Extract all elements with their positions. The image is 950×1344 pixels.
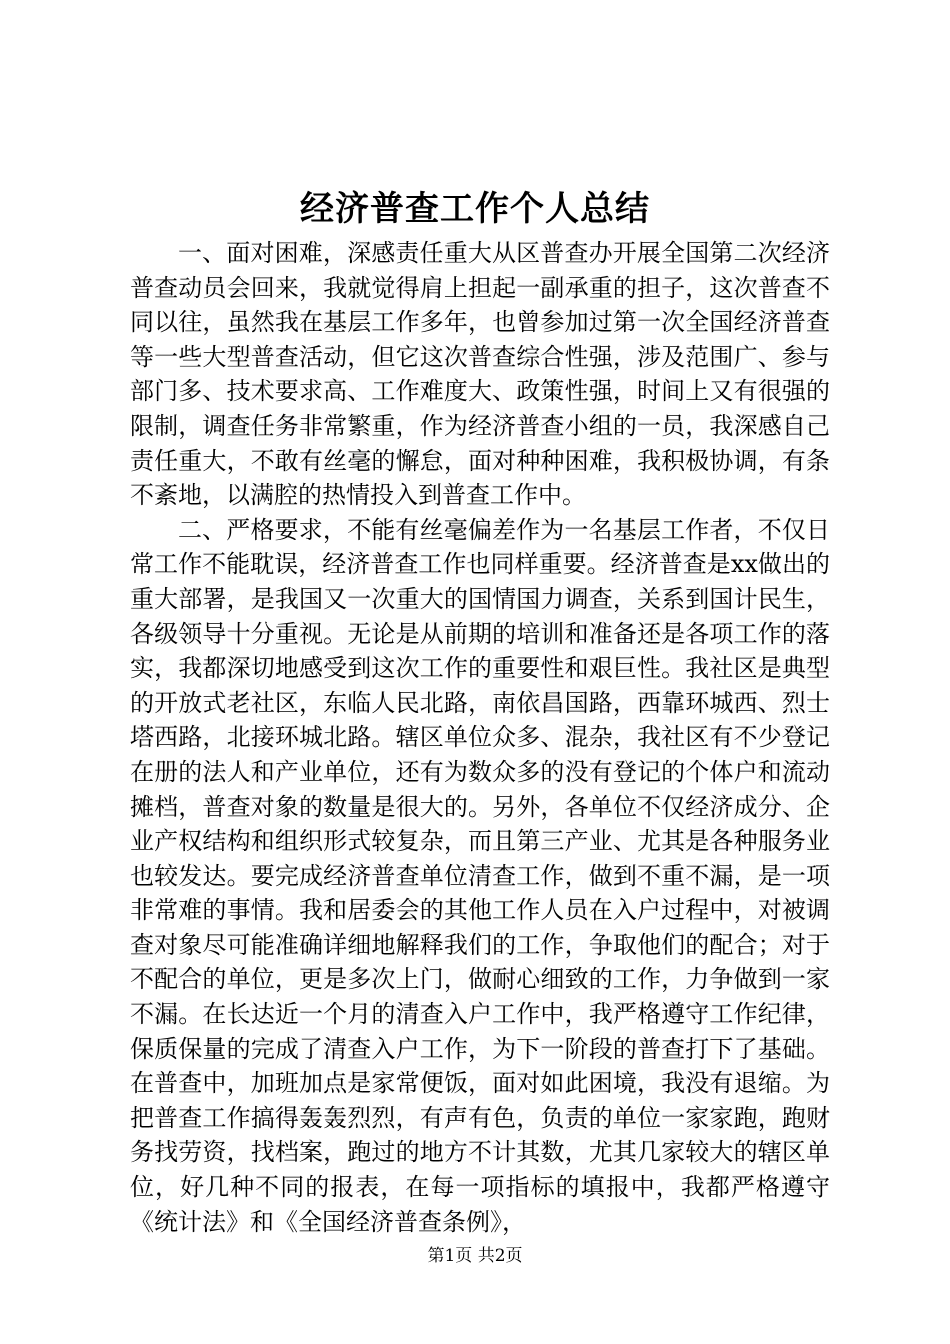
document-body [130, 236, 830, 1239]
paragraph-2: 二、严格要求，不能有丝毫偏差作为一名基层工作者，不仅日常工作不能耽误，经济普查工作也同样重要。经济普查是xx做出的重大部署，是我国又一次重大的国情国力调查，关系到国计民生，各级领导十分重视。无论是从前期的培训和准备还是各项工作的落实，我都深切地感受到这次工作的重要性和艰巨性。我社区是典型的开放式老社区，东临人民北路，南依昌国路，西靠环城西、烈士塔西路，北接环城北路。辖区单位众多、混杂，我社区有不少登记在册的法人和产业单位，还有为数众多的没有登记的个体户和流动摊档，普查对象的数量是很大的。另外，各单位不仅经济成分、企业产权结构和组织形式较复杂，而且第三产业、尤其是各种服务业也较发达。要完成经济普查单位清查工作，做到不重不漏，是一项非常难的事情。我和居委会的其他工作人员在入户过程中，对被调查对象尽可能准确详细地解释我们的工作，争取他们的配合；对于不配合的单位，更是多次上门，做耐心细致的工作，力争做到一家不漏。在长达近一个月的清查入户工作中，我严格遵守工作纪律，保质保量的完成了清查入户工作，为下一阶段的普查打下了基础。在普查中，加班加点是家常便饭，面对如此困境，我没有退缩。为把普查工作搞得轰轰烈烈，有声有色，负责的单位一家家跑，跑财务找劳资，找档案，跑过的地方不计其数，尤其几家较大的辖区单位，好几种不同的报表，在每一项指标的填报中，我都严格遵守《统计法》和《全国经济普查条例》， [130, 515, 830, 1236]
document-title: 经济普查工作个人总结 [300, 189, 650, 229]
page-footer: 第1页 共2页 [427, 1246, 523, 1266]
paragraph-1: 一、面对困难，深感责任重大从区普查办开展全国第二次经济普查动员会回来，我就觉得肩上担起一副承重的担子，这次普查不同以往，虽然我在基层工作多年，也曾参加过第一次全国经济普查等一些大型普查活动，但它这次普查综合性强，涉及范围广、参与部门多、技术要求高、工作难度大、政策性强，时间上又有很强的限制，调查任务非常繁重，作为经济普查小组的一员，我深感自己责任重大，不敢有丝毫的懈怠，面对种种困难，我积极协调，有条不紊地，以满腔的热情投入到普查工作中。 [130, 239, 830, 510]
